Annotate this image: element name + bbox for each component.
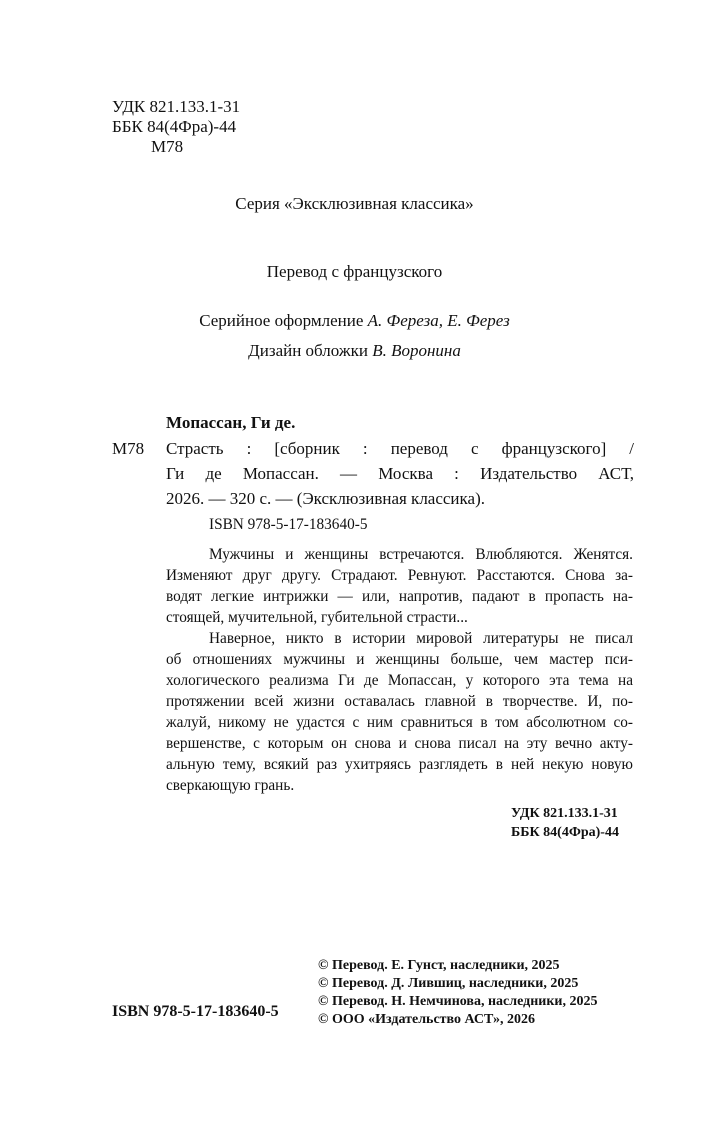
bib-line: Ги де Мопассан. — Москва : Издательство АСТ, (166, 464, 634, 483)
series-design-label: Серийное оформление (199, 311, 364, 330)
bib-mark: М78 (112, 439, 145, 458)
bib-isbn: ISBN 978-5-17-183640-5 (209, 516, 368, 533)
footer-bbk-code: ББК 84(4Фра)-44 (511, 825, 619, 840)
copyright-line: © Перевод. Е. Гунст, наследники, 2025 (318, 958, 560, 973)
cover-design-credit (0, 341, 709, 361)
annotation-line: Наверное, никто в истории мировой литературы не писал (209, 630, 633, 647)
bib-author: Мопассан, Ги де. (166, 413, 296, 432)
bib-line: 2026. — 320 с. — (Эксклюзивная классика). (166, 489, 485, 508)
copyright-line: © Перевод. Д. Лившиц, наследники, 2025 (318, 976, 579, 991)
annotation-line: вершенстве, с которым он снова и снова писал на эту вечно акту- (166, 735, 633, 752)
annotation-line: об отношениях мужчины и женщины больше, чем мастер пси- (166, 651, 633, 668)
series-design-credit (0, 311, 709, 331)
bib-line: Страсть : [сборник : перевод с французского] / (166, 439, 634, 458)
annotation-line: хологического реализма Ги де Мопассан, у которого эта тема на (166, 672, 633, 689)
bbk-code: ББК 84(4Фра)-44 (112, 117, 237, 136)
annotation-line: жалуй, никому не удастся с ним сравниться в том абсолютном со- (166, 714, 633, 731)
annotation-line: стоящей, мучительной, губительной страсти... (166, 609, 468, 626)
annotation-line: альную тему, всякий раз ухитряясь разглядеть в ней некую новую (166, 756, 633, 773)
cover-design-name: В. Воронина (372, 341, 461, 360)
isbn-bottom: ISBN 978-5-17-183640-5 (112, 1003, 279, 1020)
author-mark: М78 (151, 137, 184, 156)
copyright-line: © ООО «Издательство АСТ», 2026 (318, 1012, 536, 1027)
annotation-line: Изменяют друг другу. Страдают. Ревнуют. Расстаются. Снова за- (166, 567, 633, 584)
copyright-line: © Перевод. Н. Немчинова, наследники, 2025 (318, 994, 598, 1009)
annotation-line: водят легкие интрижки — или, напротив, падают в пропасть на- (166, 588, 633, 605)
cover-design-label: Дизайн обложки (248, 341, 368, 360)
annotation-line: протяжении всей жизни оставалась главной в творчестве. И, по- (166, 693, 633, 710)
translation-line: Перевод с французского (266, 262, 443, 281)
series-design-names: А. Фереза, Е. Ферез (367, 311, 510, 330)
annotation-line: сверкающую грань. (166, 777, 295, 794)
series-line: Серия «Эксклюзивная классика» (235, 194, 474, 213)
udk-code: УДК 821.133.1-31 (112, 97, 241, 116)
annotation-line: Мужчины и женщины встречаются. Влюбляются. Женятся. (209, 546, 633, 563)
footer-udk-code: УДК 821.133.1-31 (511, 806, 618, 821)
